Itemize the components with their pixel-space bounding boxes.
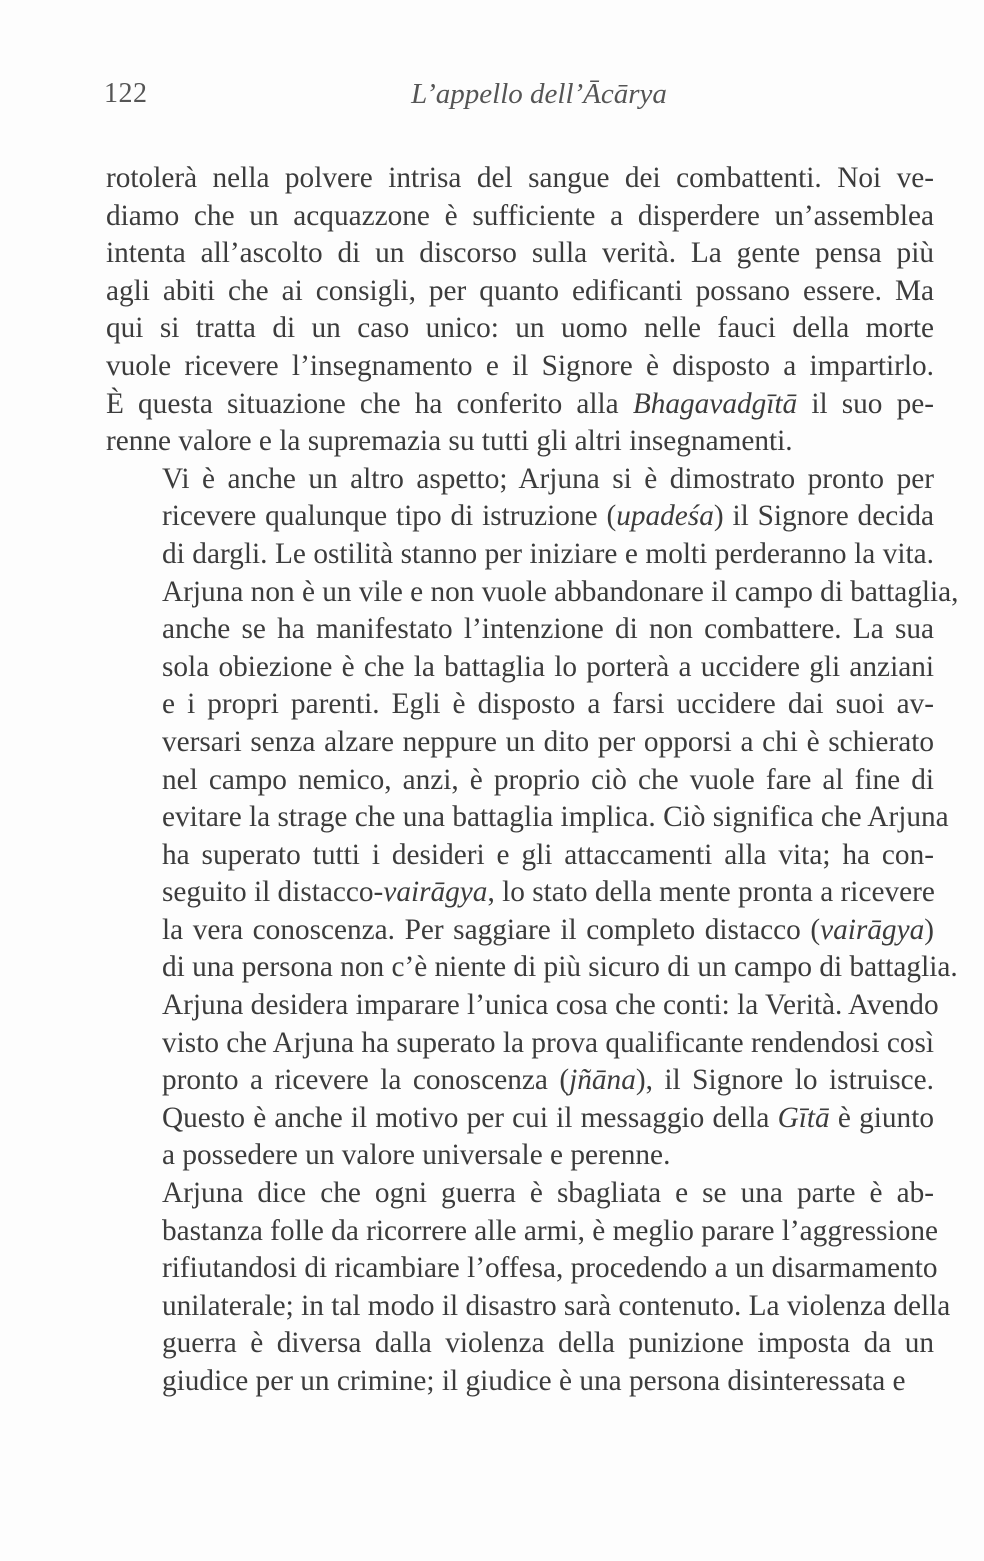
text-line: a possedere un valore universale e perenne. (162, 1139, 671, 1172)
running-title: L’appello dell’Ācārya (411, 78, 667, 110)
italic-term: jñāna (569, 1064, 636, 1097)
text-line: rotolerà nella polvere intrisa del sangue dei combattenti. Noi ve- (106, 162, 934, 194)
text-line: di dargli. Le ostilità stanno per iniziare e molti perderanno la vita. (162, 537, 934, 570)
text-line: anche se ha manifestato l’intenzione di non combattere. La sua (162, 613, 934, 646)
text-line: seguito il distacco-vairāgya, lo stato della mente pronta a ricevere (162, 876, 935, 909)
text-line: agli abiti che ai consigli, per quanto edificanti possano essere. Ma (106, 274, 934, 307)
text-line: rifiutandosi di ricambiare l’offesa, procedendo a un disarmamento (162, 1252, 938, 1285)
text-line: È questa situazione che ha conferito alla Bhagavadgītā il suo pe- (106, 387, 935, 420)
text-line: pronto a ricevere la conoscenza (jñāna), il Signore lo istruisce. (162, 1064, 934, 1097)
italic-term: vairāgya (383, 876, 488, 909)
text-line: diamo che un acquazzone è sufficiente a disperdere un’assemblea (106, 199, 934, 232)
text-line: ha superato tutti i desideri e gli attaccamenti alla vita; ha con- (162, 838, 934, 871)
italic-term: upadeśa (616, 500, 714, 533)
text-line: intenta all’ascolto di un discorso sulla verità. La gente pensa più (106, 237, 934, 270)
text-line: Vi è anche un altro aspetto; Arjuna si è dimostrato pronto per (162, 462, 934, 495)
italic-term: Bhagavadgītā (632, 387, 798, 420)
text-line: Arjuna desidera imparare l’unica cosa che conti: la Verità. Avendo (162, 989, 939, 1022)
text-line: ricevere qualunque tipo di istruzione (upadeśa) il Signore decida (162, 500, 934, 533)
text-line: Questo è anche il motivo per cui il messaggio della Gītā è giunto (162, 1101, 934, 1134)
text-line: unilaterale; in tal modo il disastro sarà contenuto. La violenza della (162, 1289, 951, 1322)
text-line: di una persona non c’è niente di più sicuro di un campo di battaglia. (162, 951, 958, 984)
text-line: e i propri parenti. Egli è disposto a farsi uccidere dai suoi av- (162, 688, 934, 721)
text-line: Arjuna dice che ogni guerra è sbagliata e se una parte è ab- (162, 1177, 934, 1210)
text-line: bastanza folle da ricorrere alle armi, è meglio parare l’aggressione (162, 1214, 938, 1247)
text-line: renne valore e la supremazia su tutti gli altri insegnamenti. (106, 425, 793, 458)
italic-term: vairāgya (820, 913, 925, 946)
body-text (106, 160, 959, 1401)
text-line: vuole ricevere l’insegnamento e il Signore è disposto a impartirlo. (106, 349, 934, 382)
text-line: sola obiezione è che la battaglia lo porterà a uccidere gli anziani (162, 650, 934, 683)
text-line: guerra è diversa dalla violenza della punizione imposta da un (162, 1327, 934, 1360)
text-line: nel campo nemico, anzi, è proprio ciò che vuole fare al fine di (162, 763, 934, 796)
text-line: la vera conoscenza. Per saggiare il completo distacco (vairāgya) (162, 913, 934, 946)
page-number: 122 (104, 78, 148, 109)
text-line: Arjuna non è un vile e non vuole abbandonare il campo di battaglia, (162, 575, 959, 608)
text-line: giudice per un crimine; il giudice è una persona disinteressata e (162, 1365, 906, 1397)
paragraph (106, 1175, 951, 1401)
text-line: versari senza alzare neppure un dito per opporsi a chi è schierato (162, 725, 934, 758)
running-head (104, 78, 934, 118)
paragraph (106, 461, 959, 1175)
paragraph (106, 160, 934, 461)
italic-term: Gītā (777, 1101, 830, 1134)
text-line: qui si tratta di un caso unico: un uomo nelle fauci della morte (106, 312, 934, 345)
text-line: evitare la strage che una battaglia implica. Ciò significa che Arjuna (162, 801, 949, 834)
text-line: visto che Arjuna ha superato la prova qualificante rendendosi così (162, 1026, 935, 1059)
